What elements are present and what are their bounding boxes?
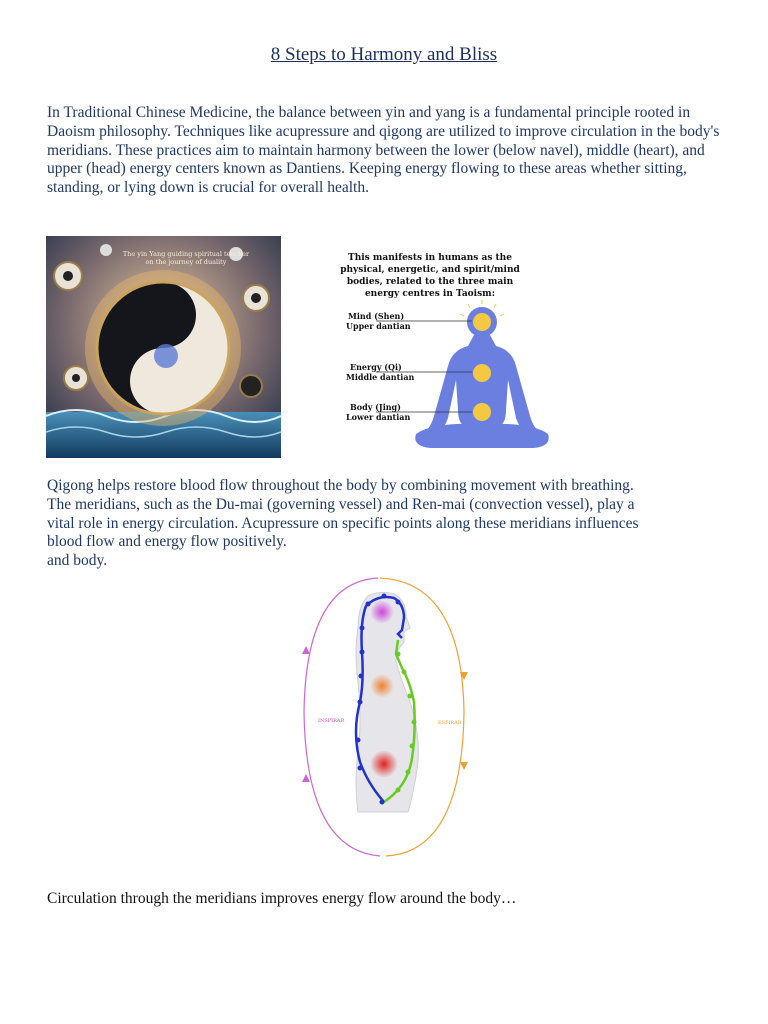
espirar-label: ESPIRAR: [438, 720, 462, 726]
qigong-line-3: vital role in energy circulation. Acupressure on specific points along these meridians influences: [47, 514, 639, 532]
qigong-line-5: and body.: [47, 552, 108, 570]
meridian-diagram: [298, 572, 476, 862]
middle-energy-center: [370, 674, 394, 698]
energy-label: Energy (Qi): [350, 362, 402, 372]
qigong-line-2: The meridians, such as the Du-mai (governing vessel) and Ren-mai (convection vessel), play a: [47, 495, 635, 513]
dantian-heading-2: physical, energetic, and spirit/mind: [340, 265, 520, 275]
yin-yang-caption-1: The yin Yang guiding spiritual teacher: [122, 250, 250, 258]
upper-dantian-dot: [473, 313, 491, 331]
qigong-line-4: blood flow and energy flow positively.: [47, 533, 287, 551]
energy-sub: Middle dantian: [346, 372, 415, 382]
footer-text: Circulation through the meridians improves energy flow around the body…: [47, 890, 517, 907]
body-sub: Lower dantian: [346, 412, 411, 422]
dantian-heading-1: This manifests in humans as the: [348, 253, 512, 263]
upper-energy-center: [370, 600, 394, 624]
page-title: 8 Steps to Harmony and Bliss: [270, 44, 498, 65]
inspirar-label: INSPIRAR: [318, 718, 345, 724]
qigong-paragraph: [47, 477, 727, 571]
lower-energy-center: [370, 750, 398, 778]
dantian-illustration: [320, 240, 590, 460]
middle-dantian-dot: [473, 364, 491, 382]
qigong-line-1: Qigong helps restore blood flow throughout the body by combining movement with breathing.: [47, 477, 634, 494]
meridian-illustration: [298, 572, 476, 862]
mind-label: Mind (Shen): [348, 311, 405, 321]
dantian-heading-3: bodies, related to the three main: [346, 277, 514, 287]
body-label: Body (Jing): [350, 402, 401, 412]
dantian-diagram: [320, 240, 590, 460]
yin-yang-caption-2: on the journey of duality: [145, 258, 227, 266]
mind-sub: Upper dantian: [346, 321, 411, 331]
yin-yang-illustration: [46, 236, 281, 458]
intro-paragraph: In Traditional Chinese Medicine, the balance between yin and yang is a fundamental principle rooted in Daoism philosophy. Techniques like acupressure and qigong are utilized to improve circulation in the body's meridians. These practices aim to maintain harmony between the lower (below navel), middle (heart), and upper (head) energy centers known as Dantiens. Keeping energy flowing to these areas whether sitting, standing, or lying down is crucial for overall health.: [47, 104, 720, 197]
yin-yang-image: [46, 236, 281, 458]
dantian-heading-4: energy centres in Taoism:: [364, 289, 496, 299]
lower-dantian-dot: [473, 403, 491, 421]
